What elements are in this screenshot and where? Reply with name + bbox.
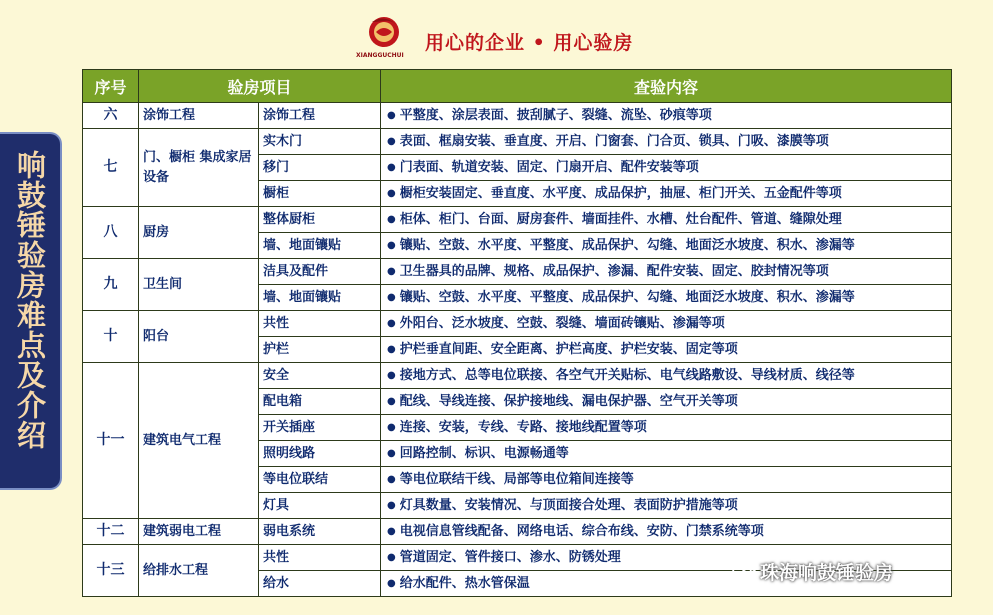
row-content (381, 467, 952, 493)
header-item: 验房项目 (139, 70, 381, 103)
row-item: 洁具及配件 (259, 259, 381, 285)
logo-sub: XIANGGUCHUI (356, 52, 404, 59)
header-content: 查验内容 (381, 70, 952, 103)
row-item: 移门 (259, 155, 381, 181)
row-category: 厨房 (139, 207, 259, 259)
bullet-icon: ● (387, 474, 396, 485)
table-row (83, 311, 952, 337)
row-content (381, 363, 952, 389)
bullet-icon: ● (387, 266, 396, 277)
bullet-icon: ● (387, 552, 396, 563)
row-content (381, 181, 952, 207)
row-category: 建筑电气工程 (139, 363, 259, 519)
row-content-text: 护栏垂直间距、安全距离、护栏高度、护栏安装、固定等项 (399, 342, 738, 357)
table-row (83, 207, 952, 233)
bullet-icon: ● (387, 344, 396, 355)
row-item: 整体厨柜 (259, 207, 381, 233)
row-content-text: 镶贴、空鼓、水平度、平整度、成品保护、勾缝、地面泛水坡度、积水、渗漏等 (399, 238, 855, 253)
inspection-table (82, 69, 952, 597)
row-content-text: 灯具数量、安装情况、与顶面接合处理、表面防护措施等项 (399, 498, 738, 513)
row-item: 护栏 (259, 337, 381, 363)
row-content-text: 平整度、涂层表面、披刮腻子、裂缝、流坠、砂痕等项 (399, 108, 712, 123)
row-content-text: 柜体、柜门、台面、厨房套件、墙面挂件、水槽、灶台配件、管道、缝隙处理 (399, 212, 842, 227)
table-row (83, 363, 952, 389)
row-item: 灯具 (259, 493, 381, 519)
row-category: 涂饰工程 (139, 103, 259, 129)
row-no: 六 (83, 103, 139, 129)
row-item: 弱电系统 (259, 519, 381, 545)
row-content (381, 493, 952, 519)
row-content-text: 等电位联结干线、局部等电位箱间连接等 (399, 472, 634, 487)
wechat-icon (732, 560, 758, 582)
row-category: 卫生间 (139, 259, 259, 311)
table-row (83, 103, 952, 129)
table-header-row (83, 70, 952, 103)
row-no: 八 (83, 207, 139, 259)
row-category: 建筑弱电工程 (139, 519, 259, 545)
row-content (381, 415, 952, 441)
sidebar (0, 132, 62, 490)
row-content-text: 连接、安装，专线、专路、接地线配置等项 (399, 420, 647, 435)
row-item: 等电位联结 (259, 467, 381, 493)
bullet-icon: ● (387, 448, 396, 459)
row-content (381, 233, 952, 259)
row-content-text: 外阳台、泛水坡度、空鼓、裂缝、墙面砖镶贴、渗漏等项 (399, 316, 725, 331)
bullet-icon: ● (387, 110, 396, 121)
row-no: 十三 (83, 545, 139, 597)
bullet-icon: ● (387, 162, 396, 173)
row-no: 十一 (83, 363, 139, 519)
bullet-icon: ● (387, 214, 396, 225)
sidebar-title: 响鼓锤验房难点及介绍 (13, 150, 47, 450)
bullet-icon: ● (387, 136, 396, 147)
row-item: 开关插座 (259, 415, 381, 441)
bullet-icon: ● (387, 318, 396, 329)
row-content (381, 129, 952, 155)
bullet-icon: ● (387, 578, 396, 589)
row-category: 给排水工程 (139, 545, 259, 597)
row-content (381, 519, 952, 545)
bullet-icon: ● (387, 500, 396, 511)
bullet-icon: ● (387, 526, 396, 537)
row-item: 涂饰工程 (259, 103, 381, 129)
bullet-icon: ● (387, 292, 396, 303)
row-content (381, 311, 952, 337)
header (0, 0, 993, 64)
row-content-text: 卫生器具的品牌、规格、成品保护、渗漏、配件安装、固定、胶封情况等项 (399, 264, 829, 279)
row-content (381, 103, 952, 129)
slogan: 用心的企业 • 用心验房 (425, 32, 634, 54)
bullet-icon: ● (387, 188, 396, 199)
row-item: 墙、地面镶贴 (259, 233, 381, 259)
row-item: 墙、地面镶贴 (259, 285, 381, 311)
bullet-icon: ● (387, 396, 396, 407)
row-item: 配电箱 (259, 389, 381, 415)
table-row (83, 259, 952, 285)
row-no: 九 (83, 259, 139, 311)
row-content-text: 配线、导线连接、保护接地线、漏电保护器、空气开关等项 (399, 394, 738, 409)
row-content (381, 259, 952, 285)
bullet-icon: ● (387, 422, 396, 433)
row-category: 门、橱柜 集成家居设备 (139, 129, 259, 207)
row-content (381, 389, 952, 415)
row-content-text: 表面、框扇安装、垂直度、开启、门窗套、门合页、锁具、门吸、漆膜等项 (399, 134, 829, 149)
bullet-icon: ● (387, 370, 396, 381)
bullet-icon: ● (387, 240, 396, 251)
row-item: 安全 (259, 363, 381, 389)
row-content (381, 337, 952, 363)
row-no: 十 (83, 311, 139, 363)
row-content (381, 285, 952, 311)
row-content-text: 镶贴、空鼓、水平度、平整度、成品保护、勾缝、地面泛水坡度、积水、渗漏等 (399, 290, 855, 305)
row-item: 共性 (259, 545, 381, 571)
row-content (381, 441, 952, 467)
row-content-text: 门表面、轨道安装、固定、门扇开启、配件安装等项 (399, 160, 699, 175)
row-item: 橱柜 (259, 181, 381, 207)
row-item: 实木门 (259, 129, 381, 155)
row-content-text: 电视信息管线配备、网络电话、综合布线、安防、门禁系统等项 (399, 524, 764, 539)
row-item: 照明线路 (259, 441, 381, 467)
row-content (381, 207, 952, 233)
header-no: 序号 (83, 70, 139, 103)
row-item: 给水 (259, 571, 381, 597)
table-row (83, 519, 952, 545)
row-content-text: 给水配件、热水管保温 (399, 576, 530, 591)
watermark: 珠海响鼓锤验房 (760, 562, 894, 584)
row-item: 共性 (259, 311, 381, 337)
row-no: 七 (83, 129, 139, 207)
row-content (381, 155, 952, 181)
row-no: 十二 (83, 519, 139, 545)
row-content-text: 橱柜安装固定、垂直度、水平度、成品保护，抽屉、柜门开关、五金配件等项 (399, 186, 842, 201)
table-row (83, 129, 952, 155)
row-content-text: 接地方式、总等电位联接、各空气开关贴标、电气线路敷设、导线材质、线径等 (399, 368, 855, 383)
row-content-text: 管道固定、管件接口、渗水、防锈处理 (399, 550, 621, 565)
row-content-text: 回路控制、标识、电源畅通等 (399, 446, 569, 461)
row-category: 阳台 (139, 311, 259, 363)
